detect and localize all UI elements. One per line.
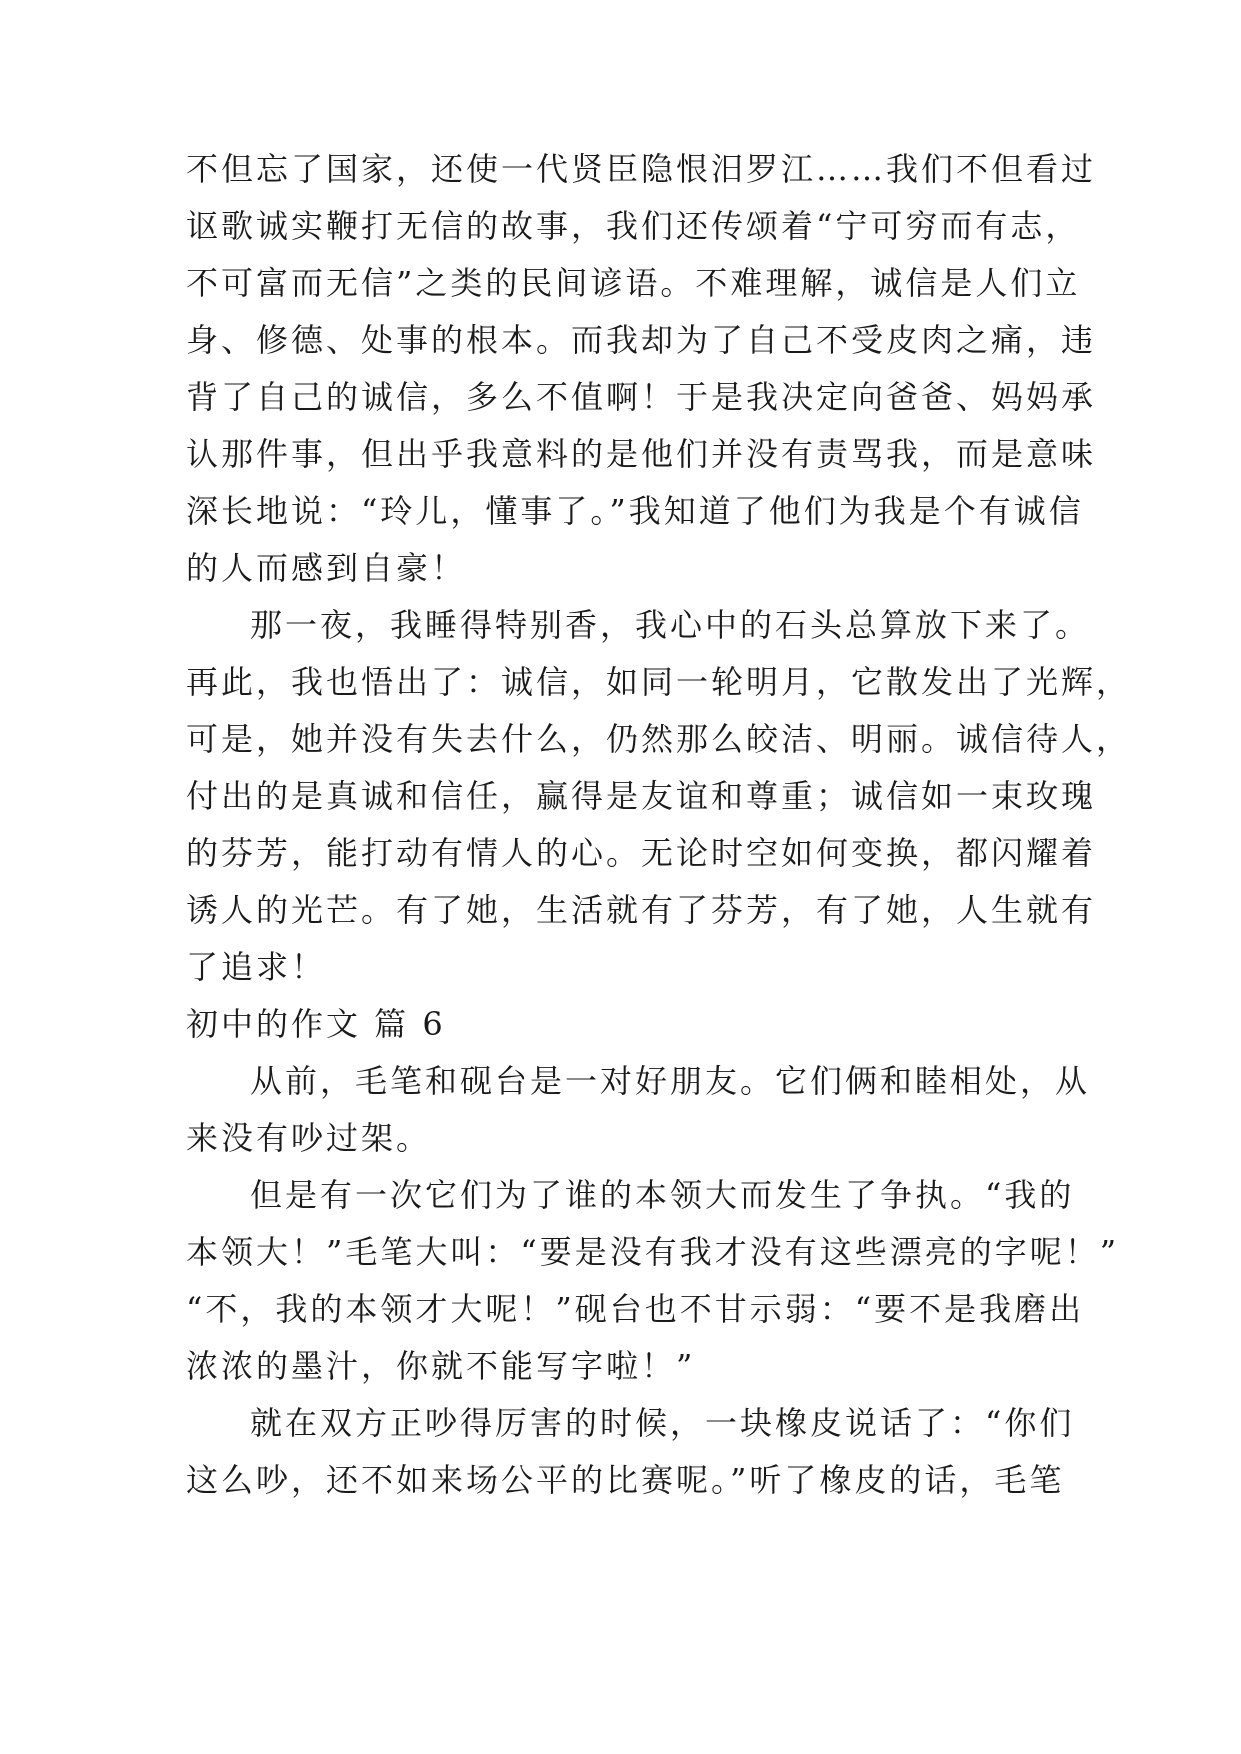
paragraph-first-line: 但是有一次它们为了谁的本领大而发生了争执。“我的 [250, 1176, 1075, 1214]
text-line: “不，我的本领才大呢！”砚台也不甘示弱：“要不是我磨出 [186, 1290, 1085, 1328]
text-line: 的芬芳，能打动有情人的心。无论时空如何变换，都闪耀着 [186, 834, 1097, 872]
text-line: 深长地说：“玲儿，懂事了。”我知道了他们为我是个有诚信 [186, 492, 1084, 530]
text-line: 再此，我也悟出了：诚信，如同一轮明月，它散发出了光辉， [186, 663, 1132, 701]
text-line: 本领大！”毛笔大叫：“要是没有我才没有这些漂亮的字呢！” [186, 1233, 1120, 1271]
text-line: 付出的是真诚和信任，赢得是友谊和尊重；诚信如一束玫瑰 [186, 777, 1097, 815]
text-line: 的人而感到自豪！ [186, 549, 467, 587]
text-line: 诱人的光芒。有了她，生活就有了芬芳，有了她，人生就有 [186, 891, 1097, 929]
text-line: 背了自己的诚信，多么不值啊！于是我决定向爸爸、妈妈承 [186, 378, 1097, 416]
text-line: 讴歌诚实鞭打无信的故事，我们还传颂着“宁可穷而有志， [186, 207, 1081, 245]
paragraph-first-line: 那一夜，我睡得特别香，我心中的石头总算放下来了。 [250, 606, 1091, 644]
text-line: 来没有吵过架。 [186, 1119, 432, 1157]
section-heading: 初中的作文 篇 6 [186, 1005, 446, 1043]
paragraph-first-line: 从前，毛笔和砚台是一对好朋友。它们俩和睦相处，从 [250, 1062, 1091, 1100]
text-line: 了追求！ [186, 948, 327, 986]
text-line: 浓浓的墨汁，你就不能写字啦！” [186, 1347, 696, 1385]
text-line: 不可富而无信”之类的民间谚语。不难理解，诚信是人们立 [186, 264, 1081, 302]
text-line: 可是，她并没有失去什么，仍然那么皎洁、明丽。诚信待人， [186, 720, 1132, 758]
paragraph-first-line: 就在双方正吵得厉害的时候，一块橡皮说话了：“你们 [250, 1404, 1075, 1442]
text-line: 身、修德、处事的根本。而我却为了自己不受皮肉之痛，违 [186, 321, 1097, 359]
text-line: 这么吵，还不如来场公平的比赛呢。”听了橡皮的话，毛笔 [186, 1461, 1065, 1499]
text-line: 不但忘了国家，还使一代贤臣隐恨汨罗江……我们不但看过 [186, 150, 1097, 188]
text-line: 认那件事，但出乎我意料的是他们并没有责骂我，而是意味 [186, 435, 1097, 473]
